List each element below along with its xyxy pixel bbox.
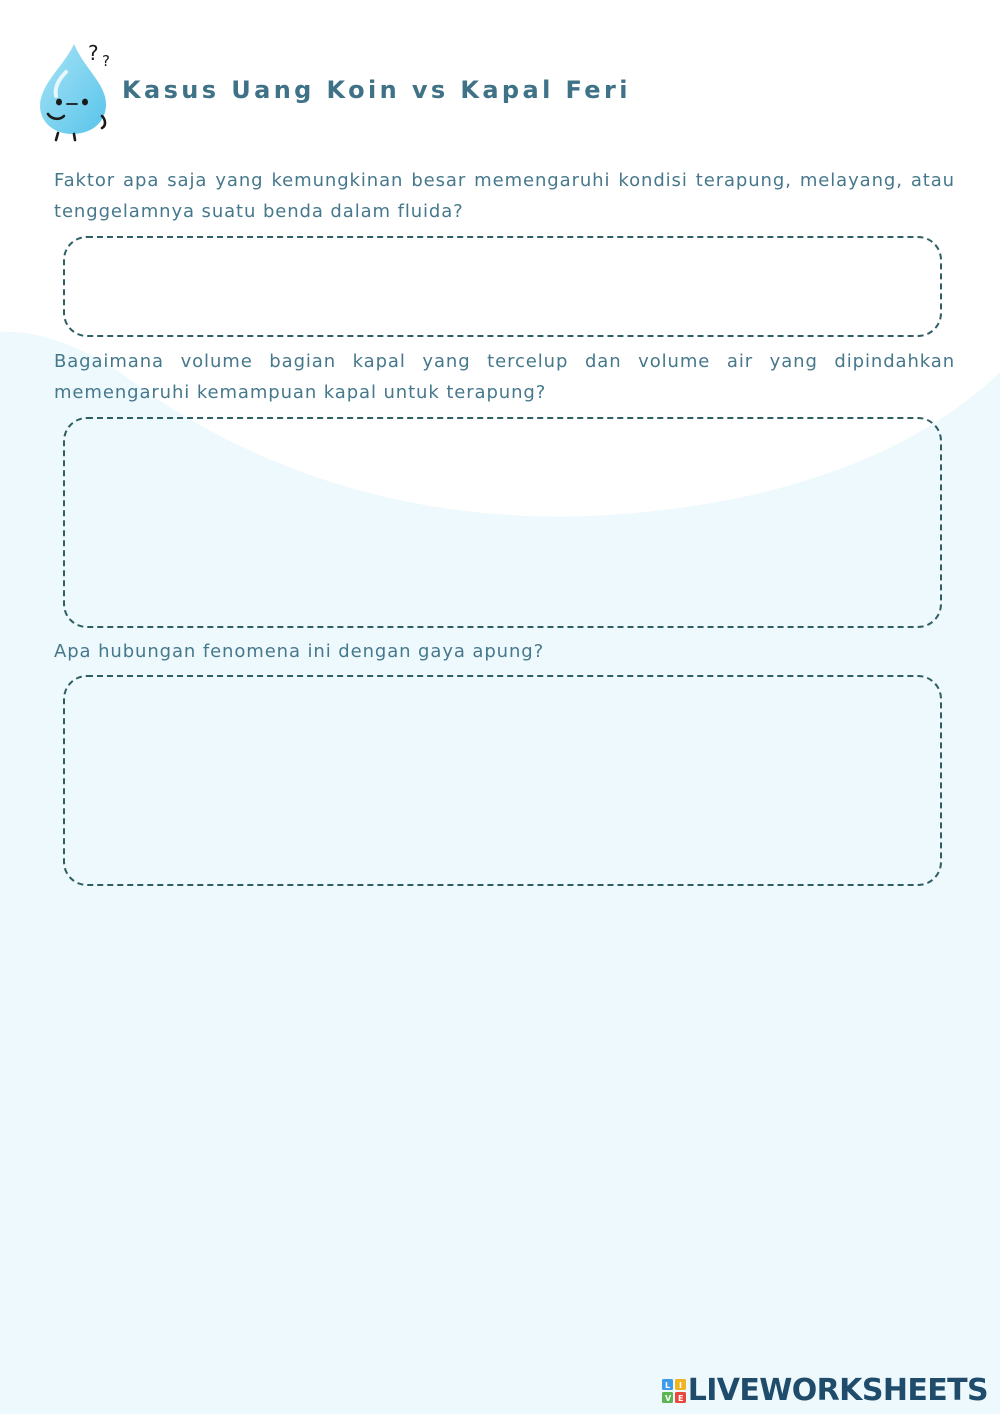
svg-text:L: L xyxy=(664,1381,670,1390)
liveworksheets-brand xyxy=(662,1374,988,1408)
brand-text: LIVEWORKSHEETS xyxy=(687,1373,988,1408)
answer-box-1[interactable] xyxy=(63,236,942,337)
svg-text:V: V xyxy=(664,1394,671,1403)
answer-box-2[interactable] xyxy=(63,417,942,628)
question-3: Apa hubungan fenomena ini dengan gaya apung? xyxy=(54,641,545,662)
answer-box-3[interactable] xyxy=(63,675,942,886)
question-1: Faktor apa saja yang kemungkinan besar memengaruhi kondisi terapung, melayang, atau tenggelamnya suatu benda dalam fluida? xyxy=(54,170,955,222)
svg-text:?: ? xyxy=(102,52,110,70)
svg-text:?: ? xyxy=(88,41,99,65)
svg-text:I: I xyxy=(678,1381,682,1390)
water-drop-question-icon xyxy=(34,40,118,144)
question-2: Bagaimana volume bagian kapal yang tercelup dan volume air yang dipindahkan memengaruhi kemampuan kapal untuk terapung? xyxy=(54,351,955,403)
worksheet-title: Kasus Uang Koin vs Kapal Feri xyxy=(122,76,631,104)
liveworksheets-logo-icon xyxy=(662,1379,686,1403)
svg-text:E: E xyxy=(677,1394,684,1403)
